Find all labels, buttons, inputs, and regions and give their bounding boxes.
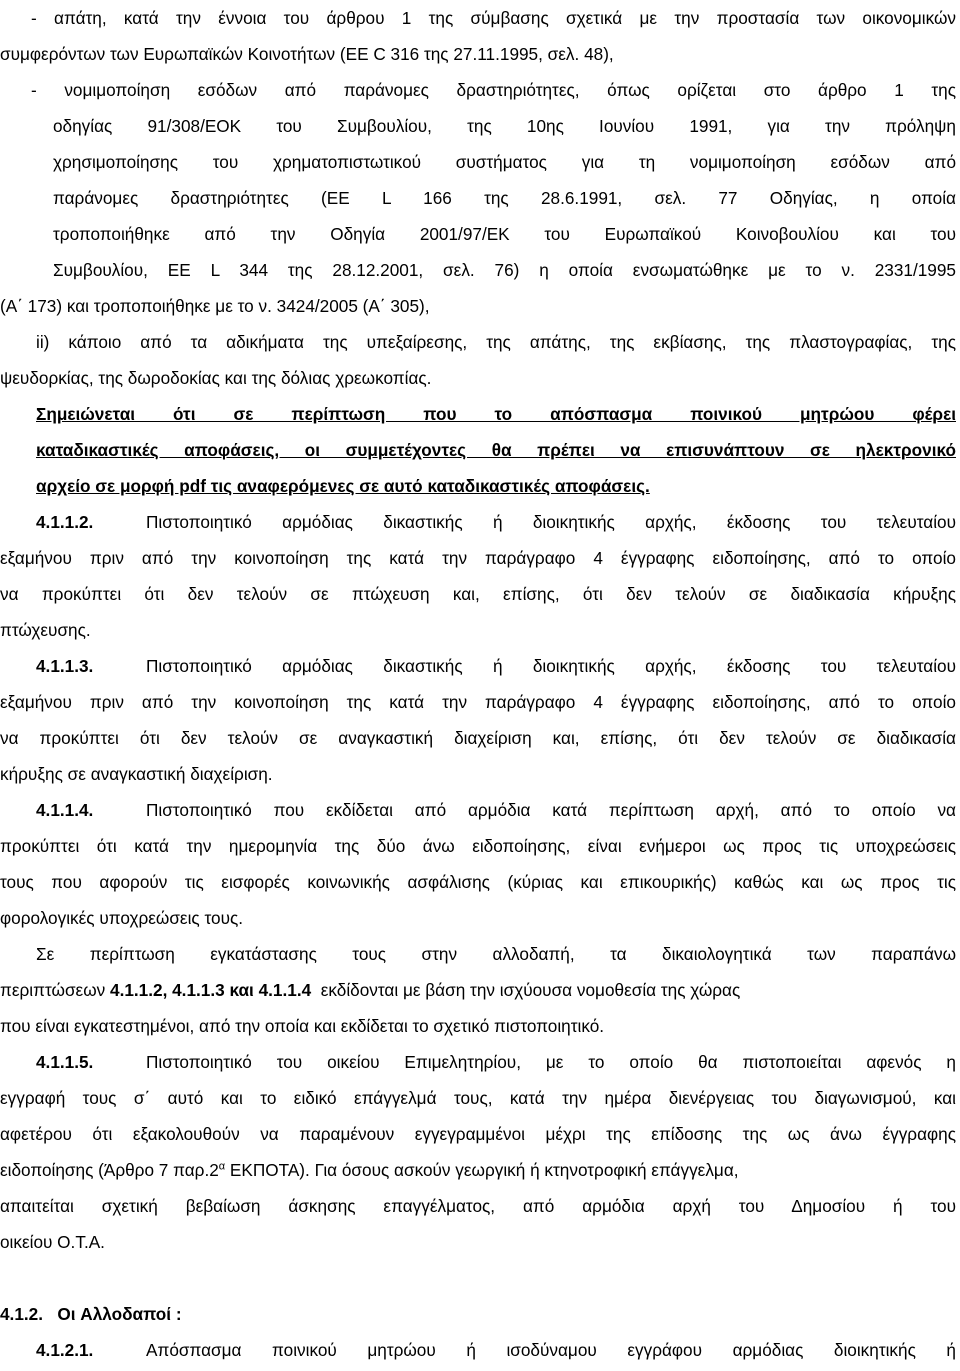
- section-number: 4.1.1.3.: [36, 656, 94, 676]
- text-line: ψευδορκίας, της δωροδοκίας και της δόλιας χρεωκοπίας.: [0, 368, 432, 388]
- refs-suffix: εκδίδονται με βάση την ισχύουσα νομοθεσία της χώρας: [320, 980, 741, 1000]
- refs-prefix: περιπτώσεων: [0, 980, 106, 1000]
- text-line: - απάτη, κατά την έννοια του άρθρου 1 της σύμβασης σχετικά με την προστασία των οικονομικών: [31, 8, 956, 28]
- section-number: 4.1.2.: [0, 1304, 44, 1324]
- section-number: 4.1.1.4.: [36, 800, 94, 820]
- text-line: Σε περίπτωση εγκατάστασης τους στην αλλοδαπή, τα δικαιολογητικά των παραπάνω: [36, 944, 956, 964]
- text-line: απαιτείται σχετική βεβαίωση άσκησης επαγγέλματος, από αρμόδια αρχή του Δημοσίου ή του: [0, 1196, 956, 1216]
- text-line: οικείου Ο.Τ.Α.: [0, 1232, 105, 1252]
- text-line: εγγραφή τους σ΄ αυτό και το ειδικό επάγγελμά τους, κατά την ημέρα διενέργειας του διαγωνισμού, και: [0, 1088, 956, 1108]
- text-line: εξαμήνου πριν από την κοινοποίηση της κατά την παράγραφο 4 έγγραφης ειδοποίησης, από το οποίο: [0, 692, 956, 712]
- section-number: 4.1.1.2.: [36, 512, 94, 532]
- text-continuation: ΕΚΠΟΤΑ). Για όσους ασκούν γεωργική ή κτηνοτροφική επάγγελμα,: [225, 1160, 739, 1180]
- text-line: - νομιμοποίηση εσόδων από παράνομες δραστηριότητες, όπως ορίζεται στο άρθρο 1 της: [31, 80, 956, 100]
- text-line: πτώχευσης.: [0, 620, 91, 640]
- item-ii-text: ii) κάποιο από τα αδικήματα της υπεξαίρεσης, της απάτης, της εκβίασης, της πλαστογραφίας, της: [36, 332, 956, 352]
- text-line: τους που αφορούν τις εισφορές κοινωνικής ασφάλισης (κύριας και επικουρικής) καθώς και ως προς τις: [0, 872, 956, 892]
- notice-line: καταδικαστικές αποφάσεις, οι συμμετέχοντες θα πρέπει να επισυνάπτουν σε ηλεκτρονικό: [36, 440, 956, 460]
- text-line: να προκύπτει ότι δεν τελούν σε πτώχευση και, επίσης, ότι δεν τελούν σε διαδικασία κήρυξης: [0, 584, 956, 604]
- text-line: Πιστοποιητικό του οικείου Επιμελητηρίου, με το οποίο θα πιστοποιείται αφενός η: [146, 1052, 956, 1072]
- section-title-prefix: Οι: [57, 1304, 76, 1324]
- text-line: αφετέρου ότι εξακολουθούν να παραμένουν εγγεγραμμένοι μέχρι της επίδοσης της ως άνω έγγραφης: [0, 1124, 956, 1144]
- text-line-item-ii: [36, 324, 956, 360]
- text-line: οδηγίας 91/308/ΕΟΚ του Συμβουλίου, της 10ης Ιουνίου 1991, για την πρόληψη: [53, 116, 956, 136]
- text-line: Πιστοποιητικό αρμόδιας δικαστικής ή διοικητικής αρχής, έκδοσης του τελευταίου: [146, 656, 956, 676]
- superscript-alpha: α: [218, 1160, 226, 1173]
- text-line: προκύπτει ότι κατά την ημερομηνία της δύο άνω ειδοποίησης, είναι ενήμεροι ως προς τις υποχρεώσεις: [0, 836, 956, 856]
- text-line: Πιστοποιητικό αρμόδιας δικαστικής ή διοικητικής αρχής, έκδοσης του τελευταίου: [146, 512, 956, 532]
- text-line: τροποποιήθηκε από την Οδηγία 2001/97/ΕΚ του Ευρωπαϊκού Κοινοβουλίου και του: [53, 224, 956, 244]
- text-line: συμφερόντων των Ευρωπαϊκών Κοινοτήτων (ΕΕ C 316 της 27.11.1995, σελ. 48),: [0, 44, 614, 64]
- refs-bold: 4.1.1.2, 4.1.1.3 και 4.1.1.4: [110, 980, 312, 1000]
- text-line: να προκύπτει ότι δεν τελούν σε αναγκαστική διαχείριση και, επίσης, ότι δεν τελούν σε διαδικασία: [0, 728, 956, 748]
- text-line: κήρυξης σε αναγκαστική διαχείριση.: [0, 764, 273, 784]
- text-line: εξαμήνου πριν από την κοινοποίηση της κατά την παράγραφο 4 έγγραφης ειδοποίησης, από το οποίο: [0, 548, 956, 568]
- section-number: 4.1.1.5.: [36, 1052, 94, 1072]
- text-line-refs: [0, 972, 956, 1008]
- text-line: Πιστοποιητικό που εκδίδεται από αρμόδια κατά περίπτωση αρχή, από το οποίο να: [146, 800, 956, 820]
- section-heading: [0, 1296, 200, 1332]
- notice-line: αρχείο σε μορφή pdf τις αναφερόμενες σε αυτό καταδικαστικές αποφάσεις.: [36, 476, 650, 496]
- article-ref: ειδοποίησης (Άρθρο 7 παρ.2: [0, 1160, 219, 1180]
- section-title: Αλλοδαποί :: [80, 1304, 182, 1324]
- section-number: 4.1.2.1.: [36, 1340, 94, 1360]
- text-line: παράνομες δραστηριότητες (ΕΕ L 166 της 28.6.1991, σελ. 77 Οδηγίας, η οποία: [53, 188, 956, 208]
- text-line: (Α΄ 173) και τροποποιήθηκε με το ν. 3424/2005 (Α΄ 305),: [0, 296, 430, 316]
- text-line: Συμβουλίου, ΕΕ L 344 της 28.12.2001, σελ. 76) η οποία ενσωματώθηκε με το ν. 2331/1995: [53, 260, 956, 280]
- notice-line: Σημειώνεται ότι σε περίπτωση που το απόσπασμα ποινικού μητρώου φέρει: [36, 404, 956, 424]
- text-line: Απόσπασμα ποινικού μητρώου ή ισοδύναμου εγγράφου αρμόδιας διοικητικής ή: [146, 1340, 956, 1360]
- text-line-superscript: [0, 1152, 956, 1188]
- text-line: χρησιμοποίησης του χρηματοπιστωτικού συστήματος για τη νομιμοποίηση εσόδων από: [53, 152, 956, 172]
- text-line: που είναι εγκατεστημένοι, από την οποία και εκδίδεται το σχετικό πιστοποιητικό.: [0, 1016, 605, 1036]
- text-line: φορολογικές υποχρεώσεις τους.: [0, 908, 244, 928]
